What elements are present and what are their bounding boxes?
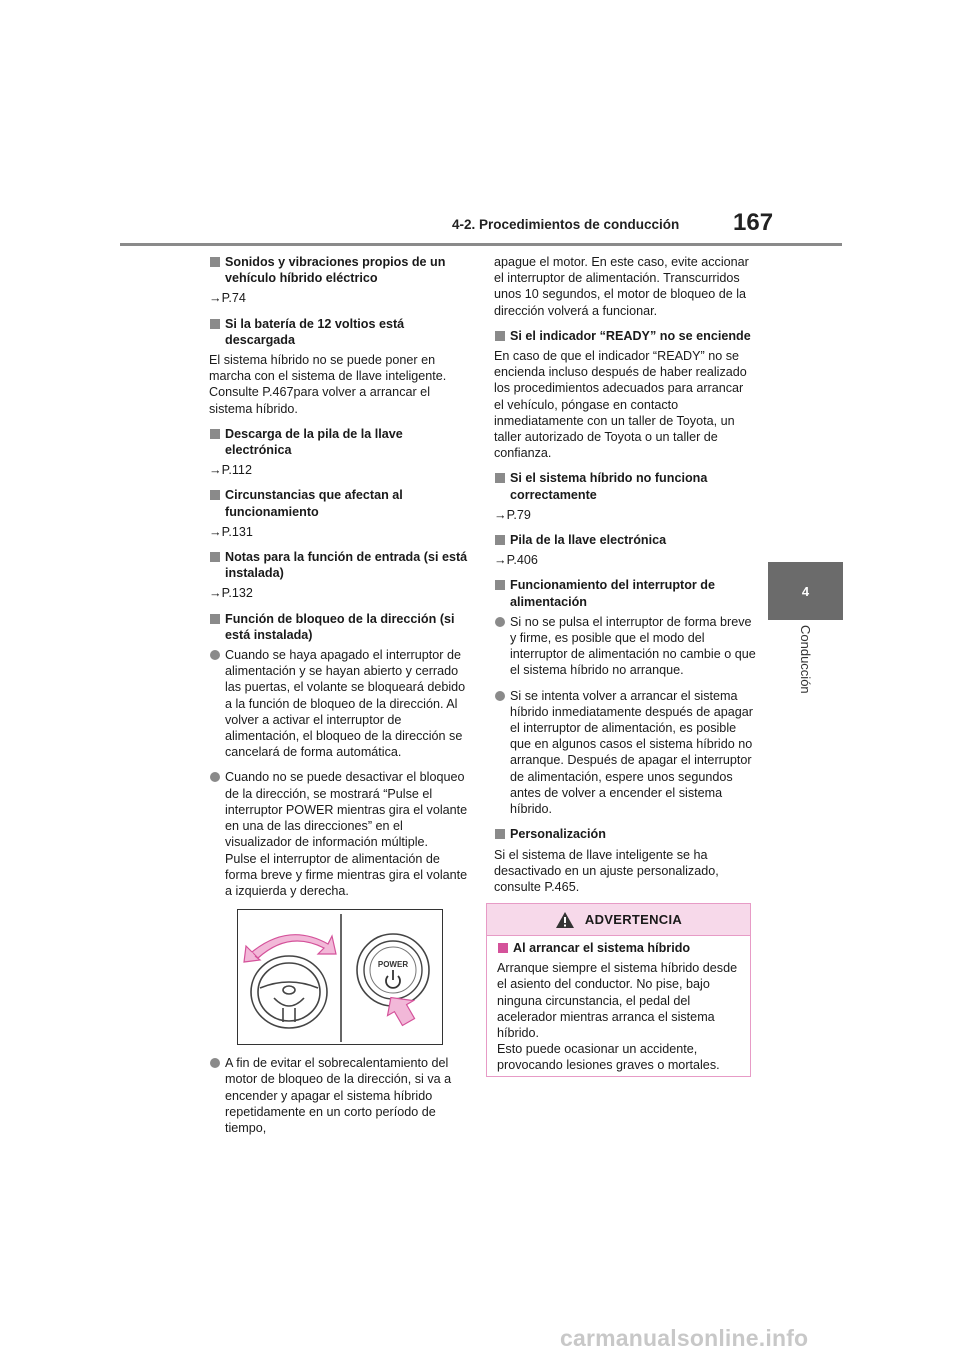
section-title: Si la batería de 12 voltios está descargada bbox=[209, 316, 471, 348]
section-title: Si el sistema híbrido no funciona correctamente bbox=[494, 470, 756, 502]
page-reference[interactable]: →P.112 bbox=[209, 463, 252, 478]
left-column bbox=[209, 254, 471, 1145]
section-title: Funcionamiento del interruptor de alimentación bbox=[494, 577, 756, 609]
warning-body bbox=[487, 936, 750, 1074]
bullet-item bbox=[209, 769, 471, 899]
steering-wheel-illustration bbox=[238, 910, 444, 1046]
section-title: Pila de la llave electrónica bbox=[494, 532, 756, 548]
chapter-tab[interactable] bbox=[768, 562, 843, 620]
header-rule bbox=[120, 243, 842, 246]
section-title: Personalización bbox=[494, 826, 756, 842]
chapter-label bbox=[768, 625, 843, 705]
warning-text: Esto puede ocasionar un accidente, provocando lesiones graves o mortales. bbox=[497, 1042, 720, 1073]
page-reference[interactable]: →P.79 bbox=[494, 507, 531, 522]
warning-triangle-icon bbox=[555, 911, 575, 929]
bullet-text: Pulse el interruptor de alimentación de forma breve y firme mientras gira el volante a izquierda y derecha. bbox=[225, 851, 468, 898]
page-number: 167 bbox=[733, 209, 774, 236]
paragraph: El sistema híbrido no se puede poner en marcha con el sistema de llave inteligente. Consulte P.467para volver a arrancar el sistema híbrido. bbox=[209, 353, 447, 416]
chapter-label-text: Conducción bbox=[798, 625, 813, 694]
warning-header bbox=[487, 904, 750, 936]
paragraph: En caso de que el indicador “READY” no se encienda incluso después de haber realizado los procedimientos adecuados para arrancar el vehículo, póngase en contacto inmediatamente con un taller de Toyota, un taller autorizado de Toyota o un taller de confianza. bbox=[494, 349, 747, 461]
bullet-item: Si no se pulsa el interruptor de forma breve y firme, es posible que el modo del interruptor de alimentación no cambie o que el sistema híbrido no arranque. bbox=[494, 614, 756, 679]
warning-box bbox=[486, 903, 751, 1077]
page-reference[interactable]: →P.74 bbox=[209, 291, 246, 306]
rotate-arrow-icon bbox=[252, 935, 336, 958]
right-column bbox=[494, 254, 756, 904]
power-button-icon bbox=[357, 934, 429, 1006]
section-title: Descarga de la pila de la llave electrónica bbox=[209, 426, 471, 458]
header-section-title: 4-2. Procedimientos de conducción bbox=[452, 217, 680, 232]
chapter-tab-number: 4 bbox=[801, 583, 810, 599]
bullet-item: Cuando se haya apagado el interruptor de alimentación y se hayan abierto y cerrado las puertas, el volante se bloqueará debido a la función de bloqueo de la dirección. Al volver a activar el interruptor de alimentación, el bloqueo de la dirección se cancelará de forma automática. bbox=[209, 647, 471, 760]
power-label: POWER bbox=[377, 960, 409, 970]
page-reference[interactable]: →P.406 bbox=[494, 553, 538, 568]
warning-text: Arranque siempre el sistema híbrido desde el asiento del conductor. No pise, bajo ninguna circunstancia, el pedal del acelerador mientras arranca el sistema híbrido. bbox=[497, 961, 738, 1041]
paragraph: Si el sistema de llave inteligente se ha desactivado en un ajuste personalizado, consulte P.465. bbox=[494, 847, 719, 894]
section-title: Sonidos y vibraciones propios de un vehículo híbrido eléctrico bbox=[209, 254, 471, 286]
section-title: Circunstancias que afectan al funcionamiento bbox=[209, 487, 471, 519]
bullet-item: Si se intenta volver a arrancar el sistema híbrido inmediatamente después de apagar el interruptor de alimentación, es posible que en algunos casos el sistema híbrido no arranque. Después de apagar el interruptor de alimentación, espere unos segundos antes de volver a encender el sistema híbrido. bbox=[494, 688, 756, 818]
section-title: Notas para la función de entrada (si está instalada) bbox=[209, 549, 471, 581]
steering-power-figure bbox=[237, 909, 443, 1045]
paragraph: apague el motor. En este caso, evite accionar el interruptor de alimentación. Transcurridos unos 10 segundos, el motor de bloqueo de la dirección volverá a funcionar. bbox=[494, 255, 749, 318]
page-reference[interactable]: →P.131 bbox=[209, 524, 253, 539]
page-reference[interactable]: →P.132 bbox=[209, 586, 253, 601]
bullet-text: Cuando no se puede desactivar el bloqueo de la dirección, se mostrará “Pulse el interruptor POWER mientras gira el volante en una de las direcciones” en el visualizador de información múltiple. bbox=[225, 770, 468, 850]
watermark: carmanualsonline.info bbox=[560, 1325, 809, 1351]
section-title: Si el indicador “READY” no se enciende bbox=[494, 328, 756, 344]
steering-wheel-icon bbox=[251, 956, 327, 1028]
warning-title: ADVERTENCIA bbox=[584, 912, 683, 927]
bullet-item: A fin de evitar el sobrecalentamiento del motor de bloqueo de la dirección, si va a encender y apagar el sistema híbrido repetidamente en un corto período de tiempo, bbox=[209, 1055, 471, 1136]
warning-item-title: Al arrancar el sistema híbrido bbox=[497, 940, 740, 956]
section-title: Función de bloqueo de la dirección (si está instalada) bbox=[209, 611, 471, 643]
